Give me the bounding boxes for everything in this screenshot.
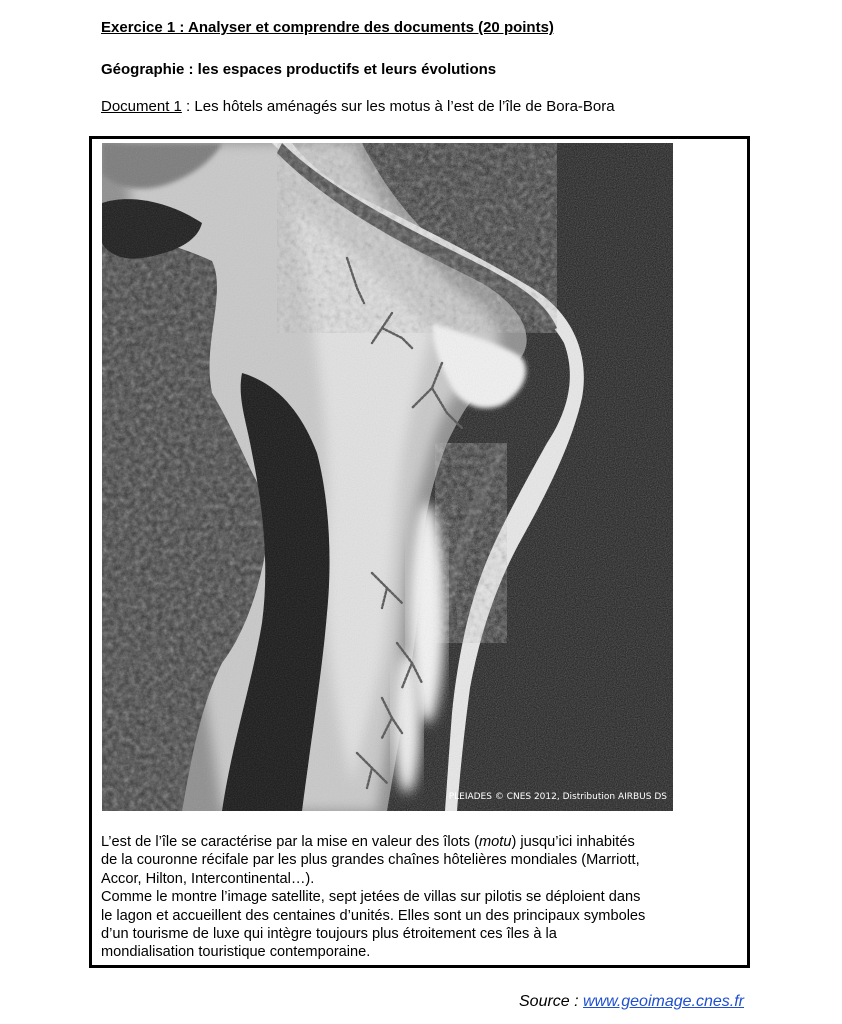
text-line-6: d’un tourisme de luxe qui intègre toujours plus étroitement ces îles à la: [101, 926, 557, 943]
source-link[interactable]: www.geoimage.cnes.fr: [583, 993, 744, 1010]
text-line-7: mondialisation touristique contemporaine.: [101, 944, 371, 961]
document-label: Document 1: [101, 98, 182, 115]
text-line-1-end: ) jusqu’ici inhabités: [511, 834, 635, 850]
text-line-4: Comme le montre l’image satellite, sept jetées de villas sur pilotis se déploient dans: [101, 889, 641, 906]
text-line-3: Accor, Hilton, Intercontinental…).: [101, 870, 315, 887]
document-text: [101, 833, 741, 962]
satellite-image: [102, 143, 673, 811]
image-credit: PLEIADES © CNES 2012, Distribution AIRBUS DS: [448, 792, 667, 802]
text-line-1-start: L’est de l’île se caractérise par la mise en valeur des îlots (: [101, 834, 479, 850]
document-separator: :: [181, 98, 195, 115]
exercise-title: Exercice 1 : Analyser et comprendre des documents (20 points): [101, 19, 554, 36]
text-line-5: le lagon et accueillent des centaines d’unités. Elles sont un des principaux symboles: [101, 907, 646, 924]
text-line-1: [101, 833, 741, 851]
source-label: Source :: [519, 993, 584, 1010]
source-line: [519, 993, 744, 1011]
document-caption: Les hôtels aménagés sur les motus à l’est de l’île de Bora-Bora: [194, 98, 615, 115]
section-title: Géographie : les espaces productifs et leurs évolutions: [101, 61, 497, 78]
document-heading: [101, 98, 615, 115]
text-line-2: de la couronne récifale par les plus grandes chaînes hôtelières mondiales (Marriott,: [101, 852, 640, 869]
motu-term: motu: [479, 834, 512, 850]
